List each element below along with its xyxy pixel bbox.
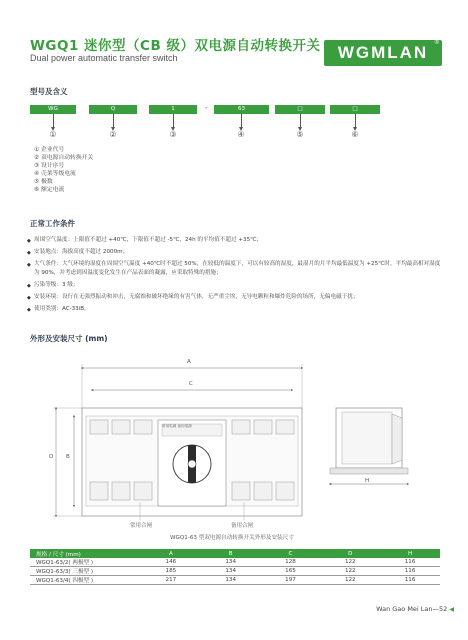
page-title: WGQ1 迷你型（CB 级）双电源自动转换开关 [30, 38, 321, 54]
code-number-4: ④ [237, 130, 245, 139]
table-cell: 134 [201, 567, 261, 576]
code-box-4: 63 [214, 105, 269, 114]
normal-close-label: 常用合闸 [130, 523, 153, 529]
dimension-a-label: A [187, 359, 191, 365]
page-footer [376, 605, 454, 613]
dimension-h-label: H [365, 478, 370, 484]
code-number-5: ⑤ [296, 130, 304, 139]
table-row [30, 576, 440, 585]
side-view-knob [392, 414, 402, 464]
code-dash: - [205, 104, 208, 112]
table-header-row [30, 549, 440, 558]
table-header-cell: H [380, 549, 440, 558]
legend-item: ① 企业代号 [34, 147, 65, 153]
condition-item: ◆ 使用类别：AC-33iB。 [27, 306, 90, 313]
table-cell: 128 [261, 558, 321, 567]
condition-item: ◆ 污染等级：3 级； [27, 282, 79, 289]
code-number-3: ③ [169, 130, 177, 139]
dimension-drawing [30, 350, 440, 540]
backup-close-label: 备用合闸 [231, 523, 254, 529]
table-header-cell: A [141, 549, 201, 558]
legend-item: ③ 设计序号 [34, 163, 65, 169]
dimension-d-label: D [49, 454, 54, 460]
logo-text: WGMLAN [337, 43, 429, 62]
table-cell: 146 [141, 558, 201, 567]
table-cell: 116 [380, 567, 440, 576]
din-rail [330, 468, 408, 474]
brand-logo [324, 40, 442, 66]
legend-item: ⑥ 额定电流 [34, 187, 65, 193]
table-cell: 116 [380, 576, 440, 585]
model-heading: 型号及含义 [30, 87, 68, 96]
table-cell: 116 [380, 558, 440, 567]
spec-table [30, 549, 440, 585]
code-number-6: ⑥ [351, 130, 359, 139]
table-cell: 134 [201, 576, 261, 585]
legend-item: ⑤ 极数 [34, 179, 53, 185]
table-header-cell: C [261, 549, 321, 558]
code-box-1: WG [30, 105, 76, 114]
conditions-heading: 正常工作条件 [30, 219, 75, 228]
registered-mark: ® [434, 40, 439, 46]
dimension-drawing-area [30, 350, 440, 540]
condition-item: ◆ 安装地点：海拔高度不超过 2000m； [27, 249, 129, 256]
table-cell: 217 [141, 576, 201, 585]
code-box-5: □ [275, 105, 325, 114]
table-cell: 134 [201, 558, 261, 567]
code-number-2: ② [109, 130, 117, 139]
code-number-1: ① [49, 130, 57, 139]
dimension-c-label: C [189, 381, 193, 387]
legend-item: ④ 壳架等级电流 [34, 171, 76, 177]
table-header-cell: D [320, 549, 380, 558]
table-cell: 122 [320, 576, 380, 585]
page-subtitle: Dual power automatic transfer switch [30, 53, 178, 63]
code-box-2: Q [89, 105, 137, 114]
table-header-cell: B [201, 549, 261, 558]
table-cell: 122 [320, 558, 380, 567]
table-cell: WGQ1-63/3( 三极型 ) [30, 567, 141, 576]
table-row [30, 567, 440, 576]
dimension-b-label: B [66, 454, 70, 460]
condition-item: ◆ 大气条件：大气环境的湿度在周围空气温度 +40℃时不超过 50%，在较低的温度下，可以有较高的湿度，最湿月的月平均最低温度为 +25℃时，平均最高相对湿度为 90%，并考虑到因温度变化发生在产品表面的凝露，应采取特殊的措施； [27, 261, 441, 276]
triangle-left-icon: ◀ [449, 606, 454, 613]
legend-item: ② 双电源自动转换开关 [34, 155, 94, 161]
condition-item: ◆ 安装环境：设行在无强烈振动和冲击，无腐蚀和破坏绝缘的有害气体，无严重尘埃，无导电颗粒和爆炸危险的场所，无偏电磁干扰； [27, 294, 359, 301]
selector-knob-center [188, 460, 196, 468]
table-cell: 197 [261, 576, 321, 585]
table-cell: WGQ1-63/2( 两极型 ) [30, 558, 141, 567]
code-box-6: □ [330, 105, 380, 114]
code-box-3: 1 [149, 105, 197, 114]
table-cell: WGQ1-63/4( 四极型 ) [30, 576, 141, 585]
table-header-cell: 规格 / 尺寸 (mm) [30, 549, 141, 558]
dimensions-heading: 外形及安装尺寸 (mm) [30, 334, 108, 343]
condition-item: ◆ 周围空气温度：上限值不超过 +40℃，下限值不超过 -5℃，24h 的平均值不超过 +35℃； [27, 237, 263, 244]
table-cell: 185 [141, 567, 201, 576]
drawing-caption: WGQ1-63 型双电源自动转换开关外形及安装尺寸 [170, 535, 294, 541]
table-cell: 122 [320, 567, 380, 576]
footer-text: Wan Gao Mei Lan—52 [376, 605, 448, 613]
table-row [30, 558, 440, 567]
side-view-inner [342, 412, 392, 464]
panel-label: 常用电源 备用电源 [162, 424, 192, 428]
table-cell: 165 [261, 567, 321, 576]
